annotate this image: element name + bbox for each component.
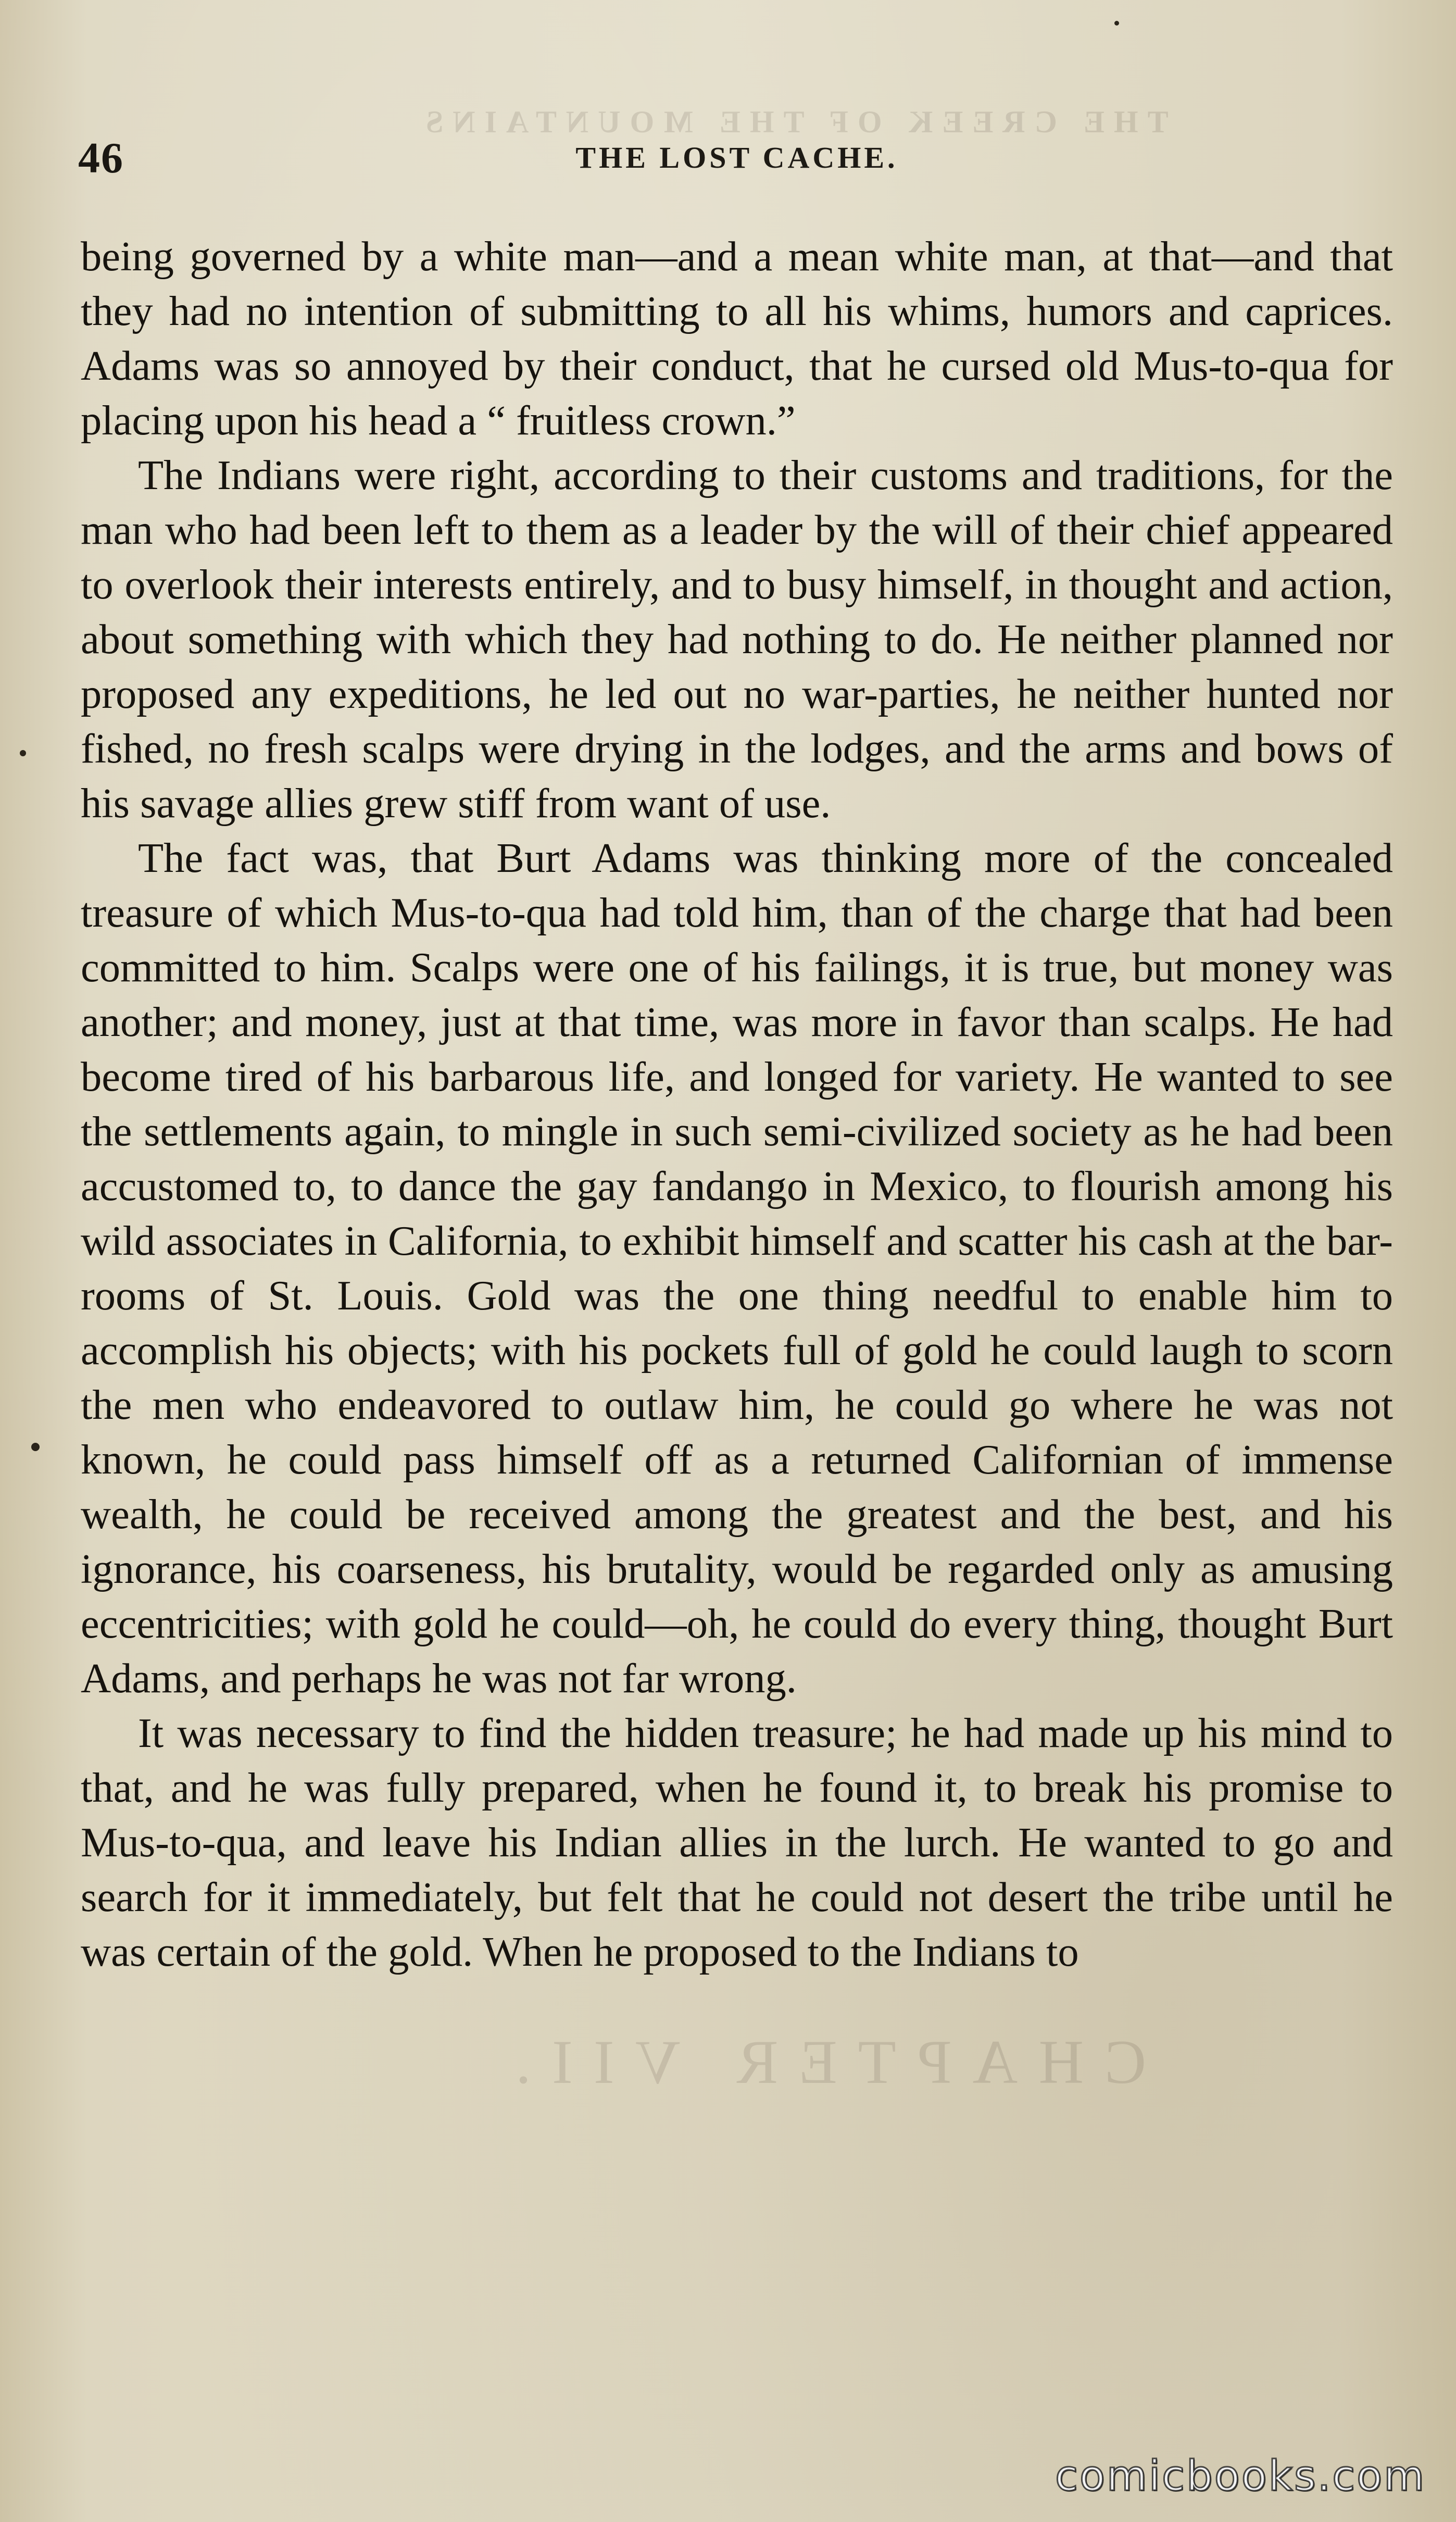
body-text <box>81 229 1393 1979</box>
bleed-through-heading: THE CREEK OF THE MOUNTAINS <box>417 105 1169 139</box>
page-header <box>78 133 1396 190</box>
ink-speck <box>31 1443 40 1451</box>
paragraph: being governed by a white man—and a mean white man, at that—and that they had no intention of submitting to all his whims, humors and caprices. Adams was so annoyed by their conduct, that he cursed old Mus-to-qua for placing upon his head a “ fruitless crown.” <box>81 233 1393 444</box>
running-head: THE LOST CACHE. <box>575 141 898 174</box>
bleed-through-chapter: CHAPTER VII. <box>495 2027 1147 2096</box>
page-number: 46 <box>78 134 124 182</box>
paragraph: It was necessary to find the hidden treasure; he had made up his mind to that, and he was fully prepared, when he found it, to break his promise to Mus-to-qua, and leave his Indian allies in the lurch. He wanted to go and search for it immediately, but felt that he could not desert the tribe until he was certain of the gold. When he proposed to the Indians to <box>81 1710 1393 1975</box>
paragraph: The Indians were right, according to their customs and traditions, for the man who had been left to them as a leader by the will of their chief appeared to overlook their interests entirely, and to busy himself, in thought and action, about something with which they had nothing to do. He neither planned nor proposed any expeditions, he led out no war-parties, he neither hunted nor fished, no fresh scalps were drying in the lodges, and the arms and bows of his savage allies grew stiff from want of use. <box>81 452 1393 827</box>
paragraph: The fact was, that Burt Adams was thinking more of the concealed treasure of which Mus-to-qua had told him, than of the charge that had been committed to him. Scalps were one of his failings, it is true, but money was another; and money, just at that time, was more in favor than scalps. He had become tired of his barbarous life, and longed for variety. He wanted to see the settlements again, to mingle in such semi-civilized society as he had been accustomed to, to dance the gay fandango in Mexico, to flourish among his wild associates in California, to exhibit himself and scatter his cash at the bar-rooms of St. Louis. Gold was the one thing needful to enable him to accomplish his objects; with his pockets full of gold he could laugh to scorn the men who endeavored to outlaw him, he could go where he was not known, he could pass himself off as a returned Californian of immense wealth, he could be received among the greatest and the best, and his ignorance, his coarseness, his brutality, would be regarded only as amusing eccentricities; with gold he could—oh, he could do every thing, thought Burt Adams, and perhaps he was not far wrong. <box>81 835 1393 1702</box>
ink-speck <box>20 750 26 756</box>
watermark: comicbooks.com <box>1055 2452 1426 2500</box>
ink-speck <box>1114 21 1119 26</box>
